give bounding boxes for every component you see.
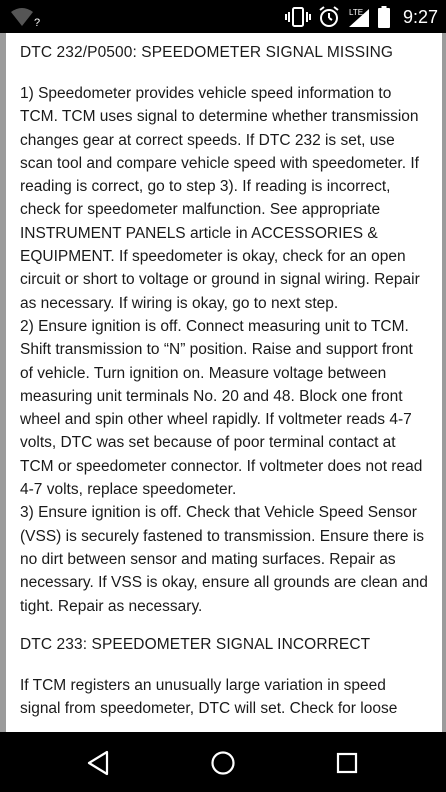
document-viewport[interactable] bbox=[0, 33, 446, 732]
section-body-dtc-233 bbox=[20, 674, 428, 721]
status-bar bbox=[0, 0, 446, 33]
battery-icon bbox=[378, 6, 390, 28]
section-title-dtc-233: DTC 233: SPEEDOMETER SIGNAL INCORRECT bbox=[20, 635, 371, 653]
paragraph-dtc-233: If TCM registers an unusually large variation in speed signal from speedometer, DTC will set. Check for loose bbox=[20, 676, 398, 718]
paragraph-step-2: 2) Ensure ignition is off. Connect measuring unit to TCM. Shift transmission to “N” position. Raise and support front of vehicle. Turn ignition on. Measure voltage between measuring unit terminals No. 20 and 48. Block one front wheel and spin other wheel rapidly. If voltmeter reads 4-7 volts, DTC was set because of poor terminal contact at TCM or speedometer connector. If voltmeter does not read 4-7 volts, replace speedometer. bbox=[20, 317, 423, 499]
signal-icon bbox=[347, 6, 371, 28]
paragraph-step-1-continued: INSTRUMENT PANELS article in ACCESSORIES & EQUIPMENT. If speedometer is okay, check for an open circuit or short to voltage or ground in signal wiring. Repair as necessary. If wiring is okay, go to next step. bbox=[20, 224, 420, 312]
alarm-icon bbox=[318, 6, 340, 28]
navigation-bar bbox=[0, 732, 446, 792]
back-icon bbox=[82, 746, 116, 780]
home-button[interactable] bbox=[206, 746, 240, 780]
paragraph-step-1: 1) Speedometer provides vehicle speed information to TCM. TCM uses signal to determine whether transmission changes gear at correct speeds. If DTC 232 is set, use scan tool and compare vehicle speed with speedometer. If reading is correct, go to step 3). If reading is incorrect, check for speedometer malfunction. See appropriate bbox=[20, 85, 419, 219]
status-clock: 9:27 bbox=[402, 6, 438, 27]
lte-label: LTE bbox=[348, 8, 364, 17]
vibrate-icon bbox=[285, 6, 311, 28]
back-button[interactable] bbox=[82, 746, 116, 780]
section-title-dtc-232: DTC 232/P0500: SPEEDOMETER SIGNAL MISSING bbox=[20, 44, 394, 61]
wifi-question-icon bbox=[10, 6, 40, 28]
home-icon bbox=[206, 746, 240, 780]
document-page bbox=[6, 33, 442, 732]
question-mark: ? bbox=[34, 17, 40, 28]
recents-icon bbox=[330, 746, 364, 780]
recents-button[interactable] bbox=[330, 746, 364, 780]
section-body-dtc-232 bbox=[20, 82, 428, 618]
paragraph-step-3: 3) Ensure ignition is off. Check that Vehicle Speed Sensor (VSS) is securely fastened to transmission. Ensure there is no dirt between sensor and mating surfaces. Repair as necessary. If VSS is okay, ensure all grounds are clean and tight. Repair as necessary. bbox=[20, 504, 428, 615]
